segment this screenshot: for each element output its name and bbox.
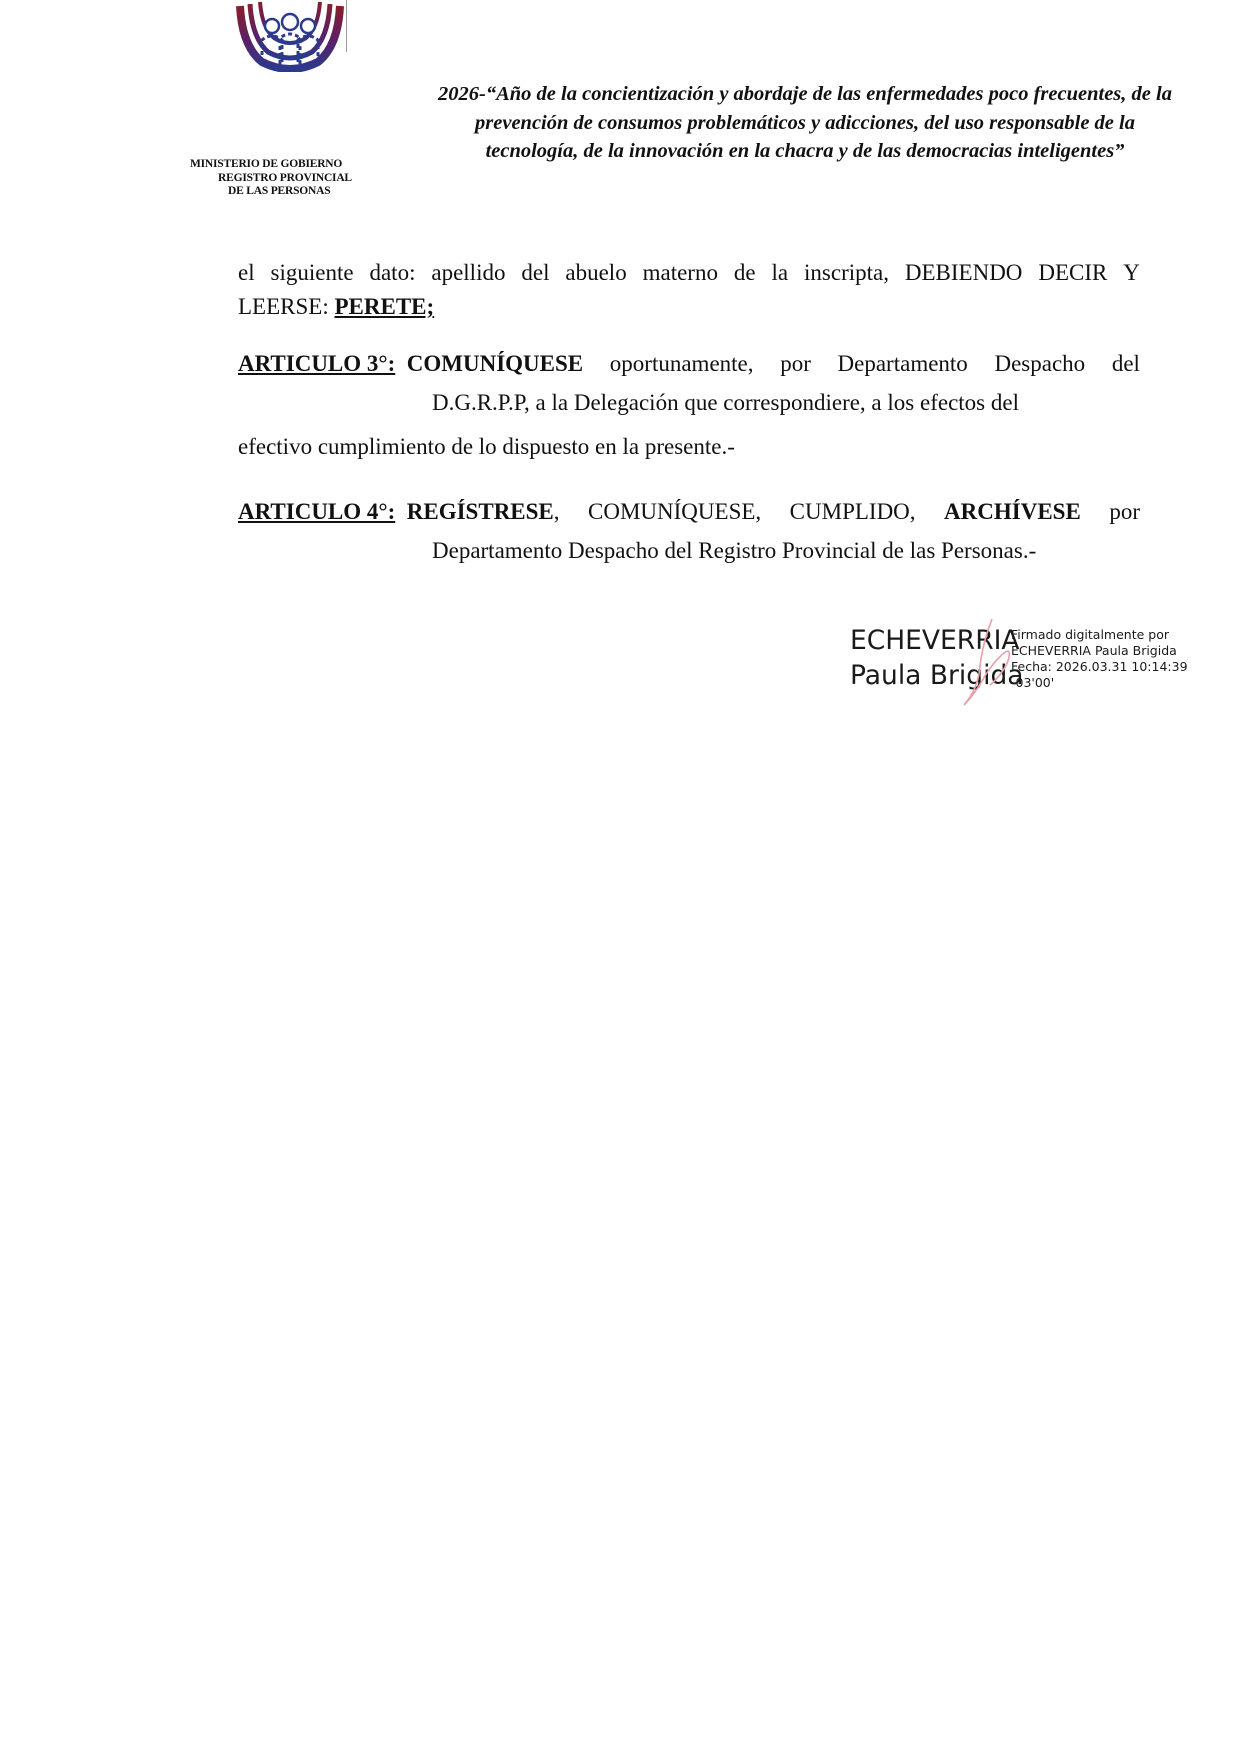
word: del (521, 260, 550, 285)
word: dato: (369, 260, 416, 285)
motto-line: tecnología, de la innovación en la chacra y de las democracias inteligentes” (485, 140, 1125, 162)
word: el (238, 260, 255, 285)
word: apellido (431, 260, 506, 285)
word: DEBIENDO (904, 260, 1023, 285)
surname-value: PERETE; (334, 294, 435, 319)
text: LEERSE: (238, 294, 335, 319)
registry-line: DE LAS PERSONAS (228, 185, 331, 197)
paragraph-continuation (238, 256, 1140, 324)
signer-given-names: Paula Brigida (850, 660, 1024, 691)
bold-word: ARCHÍVESE (944, 499, 1081, 524)
signature-metadata (1011, 627, 1188, 691)
year-motto (420, 80, 1190, 166)
word: oportunamente, (609, 351, 754, 376)
ministry-heading (190, 158, 390, 199)
motto-line: 2026-“Año de la concientización y abordaje de las enfermedades poco frecuentes, de la (438, 83, 1172, 105)
article-label: ARTICULO 4°: (238, 499, 396, 524)
line (238, 290, 1140, 324)
signed-by-name: ECHEVERRIA Paula Brigida (1011, 643, 1177, 658)
registry-line: REGISTRO PROVINCIAL (218, 171, 352, 184)
signed-by-label: Firmado digitalmente por (1011, 627, 1169, 642)
ministry-line: MINISTERIO DE GOBIERNO (190, 158, 343, 170)
justified-line (238, 256, 1140, 290)
word: COMUNÍQUESE, (588, 499, 762, 524)
article-label: ARTICULO 3°: (238, 351, 396, 376)
bold-word: COMUNÍQUESE (406, 351, 584, 376)
word: DECIR (1038, 260, 1108, 285)
motto-line: prevención de consumos problemáticos y adicciones, del uso responsable de la (475, 111, 1135, 134)
signer-surname: ECHEVERRIA (850, 625, 1020, 656)
word: CUMPLIDO, (789, 499, 916, 524)
word: siguiente (270, 260, 354, 285)
justified-line (238, 347, 1140, 381)
line: efectivo cumplimiento de lo dispuesto en la presente.- (238, 434, 735, 459)
article-3 (238, 347, 1140, 469)
word: Despacho (994, 351, 1086, 376)
word: materno (642, 260, 718, 285)
indented-line: Departamento Despacho del Registro Provincial de las Personas.- (432, 538, 1037, 563)
word: por (1109, 499, 1140, 524)
article-label-group (238, 347, 583, 381)
word: Departamento (837, 351, 968, 376)
logo-divider (346, 0, 347, 52)
bold-word: REGÍSTRESE (406, 499, 554, 524)
province-emblem-logo (232, 0, 348, 72)
indented-line: D.G.R.P.P, a la Delegación que correspondiere, a los efectos del (432, 390, 1019, 415)
word: abuelo (565, 260, 627, 285)
signature-timezone: -03'00' (1011, 675, 1055, 690)
word: de (733, 260, 756, 285)
word: del (1111, 351, 1140, 376)
word: la (771, 260, 789, 285)
word: por (780, 351, 811, 376)
word: inscripta, (804, 260, 889, 285)
article-label-group: ARTICULO 4°: REGÍSTRESE, (238, 499, 560, 524)
article-4 (238, 495, 1140, 573)
justified-line (238, 495, 1140, 529)
document-body (238, 256, 1140, 573)
signature-date: Fecha: 2026.03.31 10:14:39 (1011, 659, 1188, 674)
word: Y (1123, 260, 1140, 285)
